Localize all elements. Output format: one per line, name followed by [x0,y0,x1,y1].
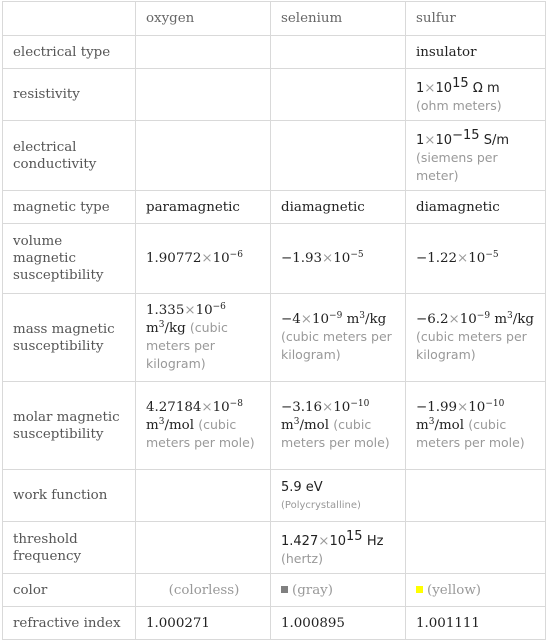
value-unit: m [146,321,159,336]
row-label: electrical type [3,36,136,69]
row-mass-magnetic-susceptibility [3,294,546,382]
cell-sulfur [406,522,546,574]
row-threshold-frequency [3,522,546,574]
header-sulfur: sulfur [406,2,546,36]
unit-description: (siemens per meter) [416,149,498,183]
value-coef: 1.427 [281,533,319,549]
row-label: color [3,574,136,607]
value-base: 10 [212,251,230,266]
cell-oxygen [136,294,271,382]
header-oxygen: oxygen [136,2,271,36]
cell-oxygen: (colorless) [136,574,271,607]
row-label: resistivity [3,69,136,121]
gray-swatch-icon [281,586,288,593]
row-electrical-type [3,36,546,69]
times-sign: × [457,400,469,415]
unit-description: (hertz) [281,550,323,566]
cell-oxygen [136,36,271,69]
value-unit-tail: /kg [365,312,387,327]
row-molar-magnetic-susceptibility [3,382,546,470]
cell-selenium [271,574,406,607]
times-sign: × [201,400,213,415]
color-label: (gray) [292,582,333,598]
row-refractive-index [3,607,546,640]
value-coef: 4.27184 [146,400,202,415]
cell-oxygen [136,382,271,470]
row-magnetic-type [3,191,546,224]
cell-oxygen: paramagnetic [136,191,271,224]
value-coef: −3.16 [281,400,323,415]
cell-selenium [271,121,406,191]
times-sign: × [322,251,334,266]
value-exp: −6 [212,302,226,312]
value-unit: Ω m [472,80,500,96]
value-coef: 1 [416,80,425,96]
value-unit: m [494,312,508,327]
value-exp: −5 [350,250,364,260]
value-exp: −5 [485,250,499,260]
cell-sulfur [406,574,546,607]
cell-sulfur [406,69,546,121]
value-coef: 1.90772 [146,251,202,266]
value-note: (Polycrystalline) [281,499,361,511]
value-coef: −1.99 [416,400,458,415]
cell-sulfur [406,294,546,382]
value-unit-tail: /mol [434,418,464,433]
value-unit: m [281,418,294,433]
times-sign: × [457,251,469,266]
cell-sulfur: diamagnetic [406,191,546,224]
value-base: 10 [435,132,453,148]
value-coef: 1.335 [146,303,185,318]
cell-selenium: 1.000895 [271,607,406,640]
value-coef: −1.93 [281,251,323,266]
unit-exp: 3 [359,311,366,321]
value-unit-tail: /mol [164,418,194,433]
times-sign: × [201,251,213,266]
value-base: 10 [333,251,351,266]
times-sign: × [424,132,436,148]
cell-sulfur: insulator [406,36,546,69]
unit-description: (cubic meters per mole) [416,417,525,450]
value-base: 10 [468,400,486,415]
cell-oxygen: 1.000271 [136,607,271,640]
unit-exp: 3 [158,417,165,427]
value-coef: −4 [281,312,301,327]
value-base: 10 [329,533,346,549]
cell-oxygen [136,69,271,121]
row-electrical-conductivity [3,121,546,191]
value-unit-tail: /mol [299,418,329,433]
value-base: 10 [212,400,230,415]
value-unit: m [416,418,429,433]
cell-selenium [271,470,406,522]
times-sign: × [448,312,460,327]
yellow-swatch-icon [416,586,423,593]
value-base: 10 [195,303,213,318]
times-sign: × [322,400,334,415]
value-exp: −15 [452,127,480,143]
value-base: 10 [468,251,486,266]
value-exp: −8 [229,399,243,409]
value-unit: S/m [483,132,510,148]
unit-description: (cubic meters per mole) [146,417,255,450]
unit-exp: 3 [158,320,165,330]
value-unit-tail: /kg [512,312,534,327]
unit-description: (ohm meters) [416,97,502,113]
cell-oxygen [136,121,271,191]
times-sign: × [318,533,330,549]
properties-table [2,1,546,640]
row-label: mass magnetic susceptibility [3,294,136,382]
value-exp: −9 [476,311,491,321]
times-sign: × [184,303,196,318]
value-exp: −10 [350,399,370,409]
row-label: magnetic type [3,191,136,224]
value-coef: 1 [416,132,425,148]
value-exp: −9 [329,311,343,321]
value-exp: 15 [452,75,469,91]
row-color [3,574,546,607]
unit-exp: 3 [293,417,300,427]
value-coef: −1.22 [416,251,458,266]
unit-exp: 3 [428,417,435,427]
value-base: 10 [459,312,477,327]
unit-exp: 3 [507,311,513,321]
row-label: refractive index [3,607,136,640]
header-selenium: selenium [271,2,406,36]
cell-sulfur [406,121,546,191]
value-unit: m [346,312,360,327]
value-unit-tail: /kg [164,321,186,336]
row-resistivity [3,69,546,121]
row-label: electrical conductivity [3,121,136,191]
times-sign: × [300,312,312,327]
row-work-function [3,470,546,522]
times-sign: × [424,80,436,96]
value-base: 10 [333,400,351,415]
unit-description: (cubic meters per mole) [281,417,390,450]
cell-selenium [271,36,406,69]
value-text: 5.9 eV [281,479,323,495]
row-label: threshold frequency [3,522,136,574]
cell-selenium [271,224,406,294]
value-exp: −10 [485,399,505,409]
unit-description: (cubic meters per kilogram) [146,320,228,371]
value-exp: −6 [229,250,243,260]
value-base: 10 [311,312,330,327]
cell-sulfur [406,382,546,470]
color-label: (yellow) [427,582,482,598]
header-row [3,2,546,36]
value-unit: Hz [366,533,384,549]
cell-selenium [271,522,406,574]
cell-oxygen [136,224,271,294]
value-exp: 15 [346,528,363,544]
value-unit: m [146,418,159,433]
row-label: volume magnetic susceptibility [3,224,136,294]
row-label: work function [3,470,136,522]
value-base: 10 [435,80,453,96]
value-coef: −6.2 [416,312,449,327]
cell-oxygen [136,522,271,574]
row-label: molar magnetic susceptibility [3,382,136,470]
cell-sulfur: 1.001111 [406,607,546,640]
row-volume-magnetic-susceptibility [3,224,546,294]
unit-description: (cubic meters per kilogram) [416,329,527,362]
unit-description: (cubic meters per kilogram) [281,329,392,362]
cell-selenium: diamagnetic [271,191,406,224]
cell-selenium [271,69,406,121]
cell-selenium [271,382,406,470]
cell-selenium [271,294,406,382]
header-blank [3,2,136,36]
cell-sulfur [406,470,546,522]
cell-sulfur [406,224,546,294]
cell-oxygen [136,470,271,522]
